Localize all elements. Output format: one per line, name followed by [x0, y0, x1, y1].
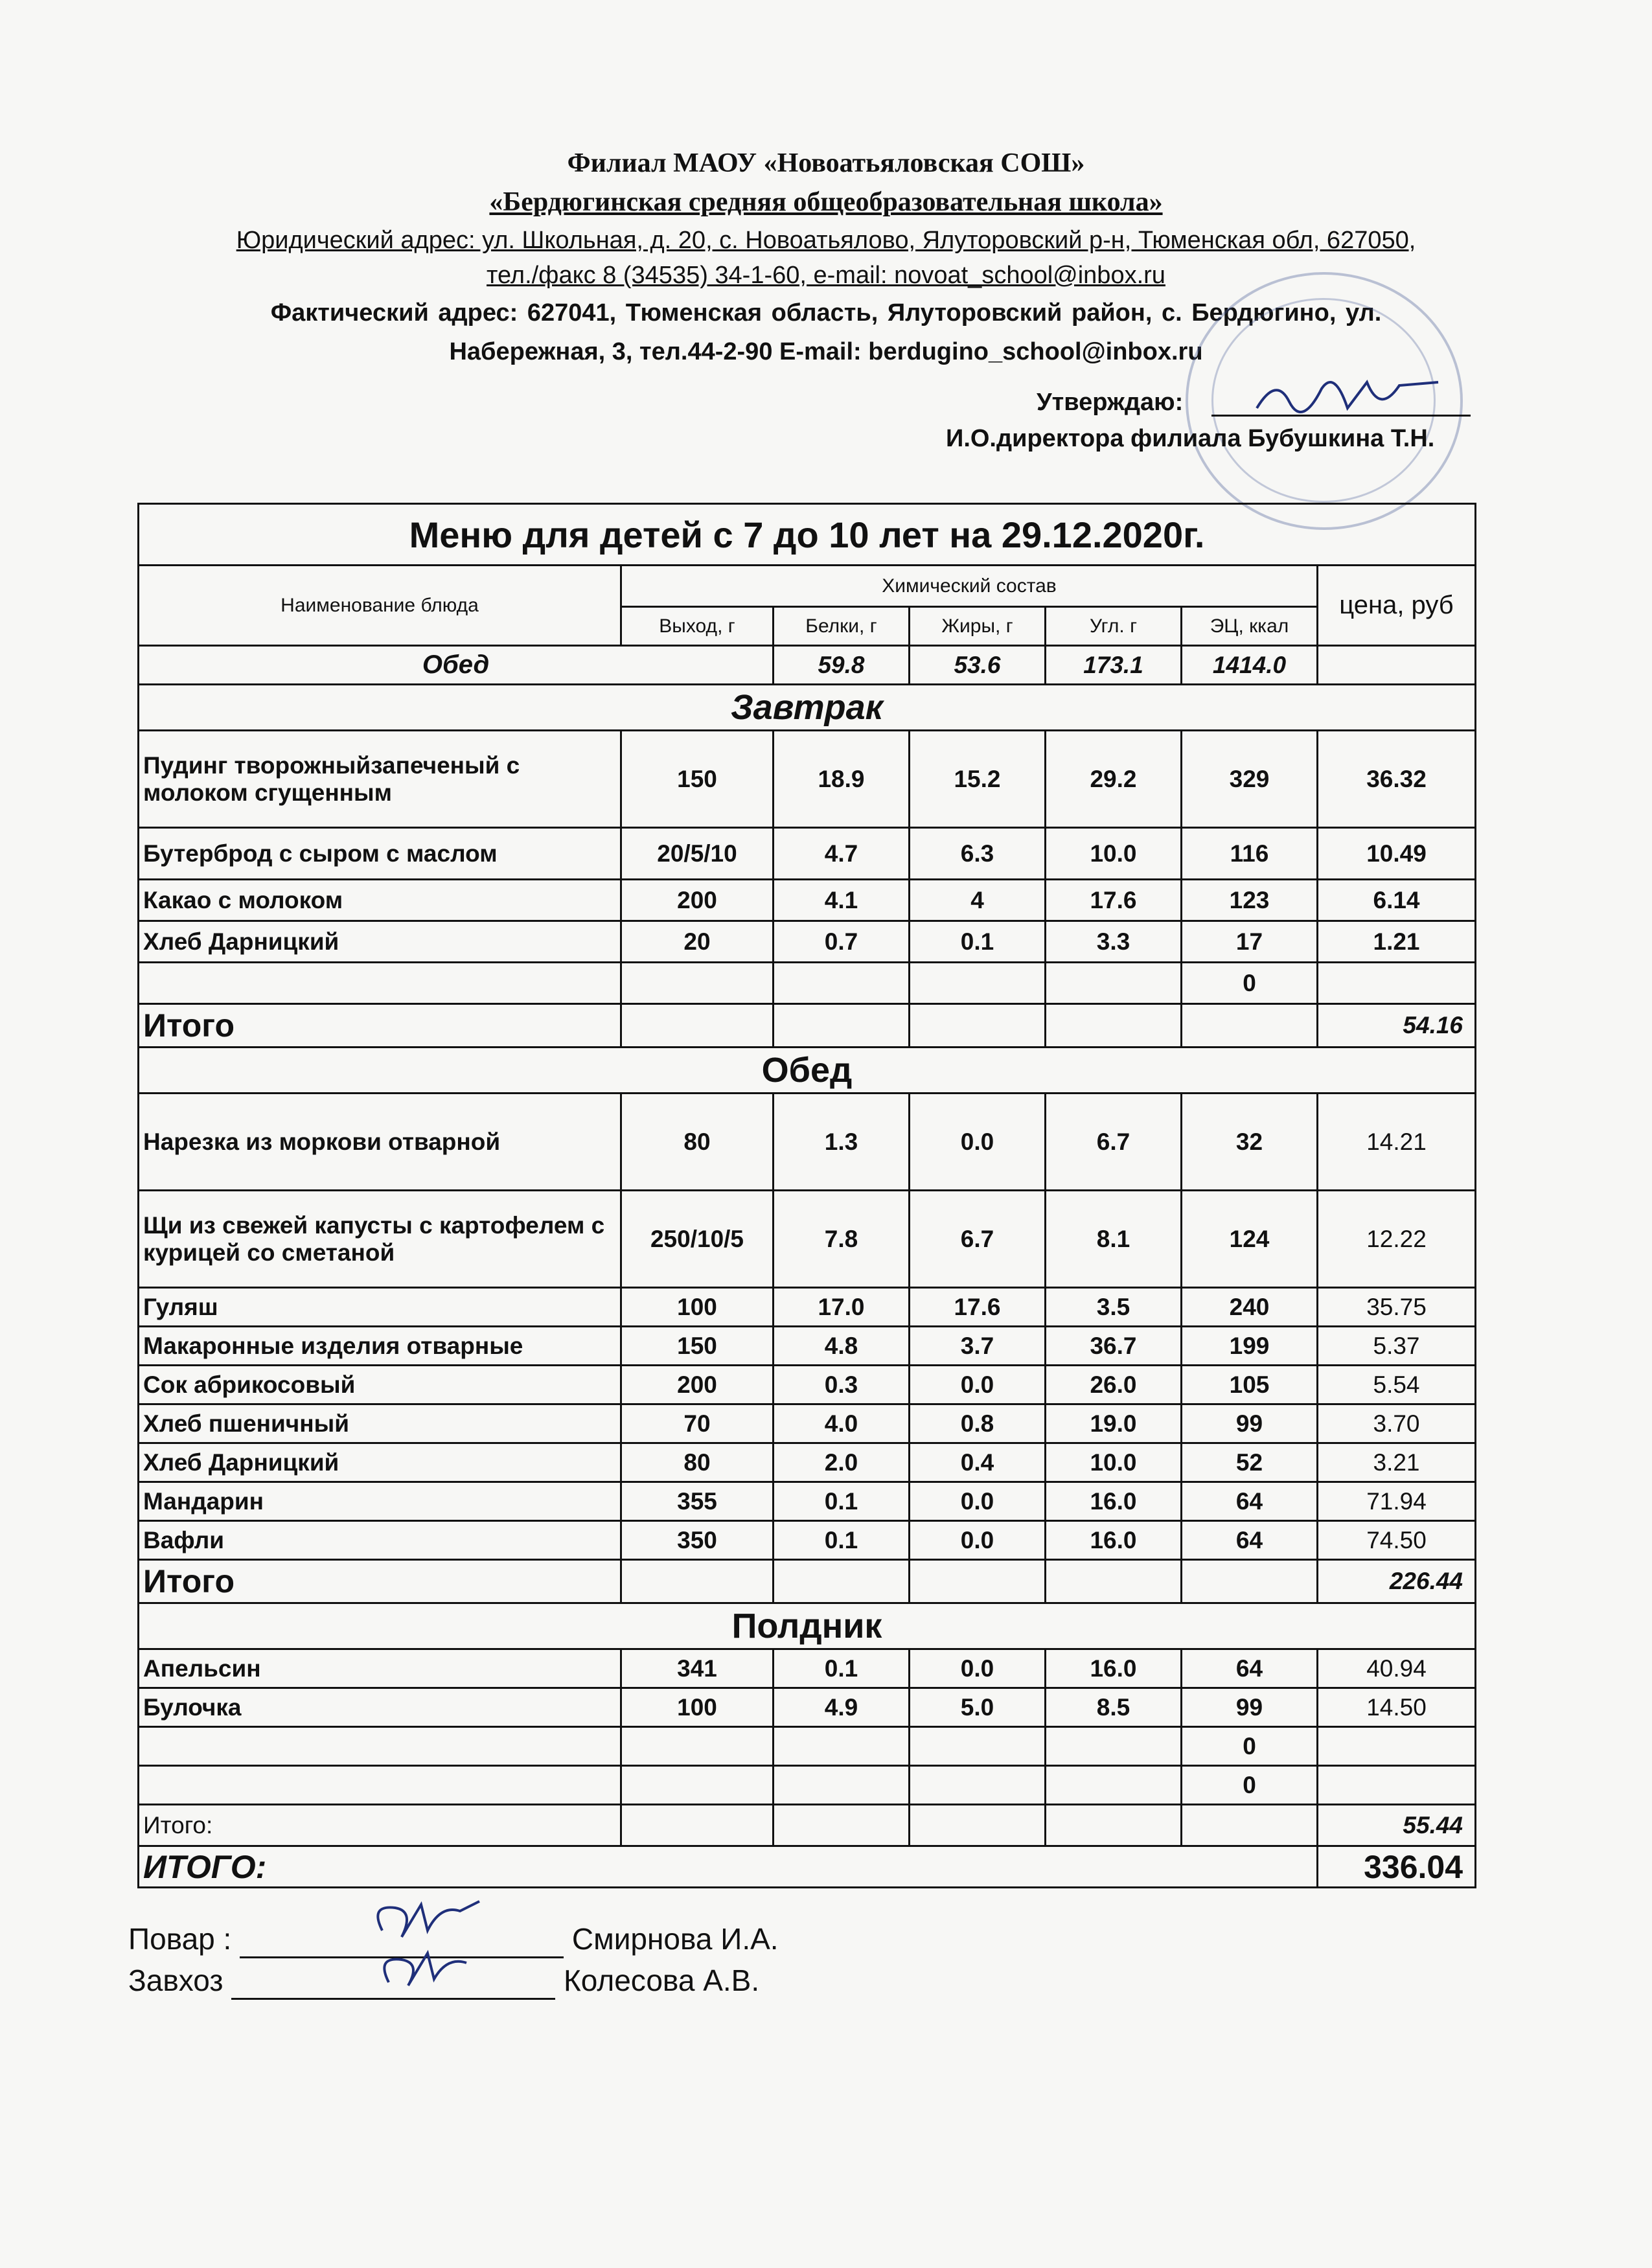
total-value: 54.16	[1318, 1004, 1476, 1048]
dish-out: 100	[621, 1688, 774, 1727]
total-label: Итого	[139, 1560, 621, 1603]
table-row	[139, 921, 1476, 963]
dish-prot: 4.9	[774, 1688, 910, 1727]
school-title: «Бердюгинская средняя общеобразовательная школа»	[489, 187, 1163, 217]
dish-price: 14.21	[1318, 1094, 1476, 1191]
dish-prot: 7.8	[774, 1191, 910, 1288]
dish-name: Хлеб пшеничный	[139, 1404, 621, 1443]
dish-kcal: 0	[1182, 1766, 1318, 1805]
summary-row	[139, 646, 1476, 685]
dish-name: Какао с молоком	[139, 880, 621, 921]
dish-out: 150	[621, 731, 774, 828]
dish-carb: 36.7	[1046, 1327, 1182, 1366]
table-row	[139, 1482, 1476, 1521]
section-snack	[139, 1603, 1476, 1649]
dish-prot: 2.0	[774, 1443, 910, 1482]
dish-fat: 3.7	[910, 1327, 1046, 1366]
breakfast-total-row	[139, 1004, 1476, 1048]
approve-label: Утверждаю:	[1037, 389, 1184, 416]
table-row	[139, 1288, 1476, 1327]
dish-name: Макаронные изделия отварные	[139, 1327, 621, 1366]
actual-contacts: Набережная, 3, тел.44-2-90 E-mail: berdugino_school@inbox.ru	[449, 338, 1203, 365]
dish-name: Хлеб Дарницкий	[139, 1443, 621, 1482]
col-out-header: Выход, г	[621, 607, 774, 646]
dish-price: 6.14	[1318, 880, 1476, 921]
dish-kcal: 240	[1182, 1288, 1318, 1327]
dish-kcal: 52	[1182, 1443, 1318, 1482]
table-row	[139, 828, 1476, 880]
section-lunch	[139, 1048, 1476, 1094]
dish-fat: 6.7	[910, 1191, 1046, 1288]
dish-fat	[910, 1766, 1046, 1805]
dish-prot: 17.0	[774, 1288, 910, 1327]
summary-label: Обед	[139, 646, 774, 685]
grand-total-label: ИТОГО:	[139, 1846, 1318, 1888]
dish-fat: 5.0	[910, 1688, 1046, 1727]
section-title: Завтрак	[139, 685, 1476, 731]
dish-price: 36.32	[1318, 731, 1476, 828]
dish-prot: 4.8	[774, 1327, 910, 1366]
dish-prot: 0.1	[774, 1521, 910, 1560]
grand-total-value: 336.04	[1318, 1846, 1476, 1888]
dish-fat: 0.8	[910, 1404, 1046, 1443]
dish-carb	[1046, 963, 1182, 1004]
dish-carb: 16.0	[1046, 1649, 1182, 1688]
dish-name	[139, 1727, 621, 1766]
col-chem-header: Химический состав	[621, 566, 1318, 607]
snack-total-row	[139, 1805, 1476, 1846]
summary-kcal: 1414.0	[1182, 646, 1318, 685]
dish-out: 80	[621, 1094, 774, 1191]
dish-carb: 16.0	[1046, 1482, 1182, 1521]
dish-fat: 17.6	[910, 1288, 1046, 1327]
dish-carb: 3.3	[1046, 921, 1182, 963]
dish-carb	[1046, 1766, 1182, 1805]
dish-kcal: 123	[1182, 880, 1318, 921]
dish-out: 150	[621, 1327, 774, 1366]
dish-name: Гуляш	[139, 1288, 621, 1327]
dish-name	[139, 1766, 621, 1805]
dish-carb: 10.0	[1046, 1443, 1182, 1482]
dish-price: 71.94	[1318, 1482, 1476, 1521]
dish-name	[139, 963, 621, 1004]
dish-carb: 8.5	[1046, 1688, 1182, 1727]
table-row	[139, 1649, 1476, 1688]
col-prot-header: Белки, г	[774, 607, 910, 646]
dish-price: 1.21	[1318, 921, 1476, 963]
dish-prot	[774, 963, 910, 1004]
dish-kcal: 199	[1182, 1327, 1318, 1366]
dish-carb: 29.2	[1046, 731, 1182, 828]
dish-name: Пудинг творожныйзапеченый с молоком сгущенным	[139, 731, 621, 828]
dish-out: 200	[621, 880, 774, 921]
section-title: Полдник	[139, 1603, 1476, 1649]
dish-out: 341	[621, 1649, 774, 1688]
summary-carb: 173.1	[1046, 646, 1182, 685]
dish-prot	[774, 1727, 910, 1766]
dish-prot: 18.9	[774, 731, 910, 828]
dish-out	[621, 963, 774, 1004]
col-kcal-header: ЭЦ, ккал	[1182, 607, 1318, 646]
dish-carb: 6.7	[1046, 1094, 1182, 1191]
actual-address: Фактический адрес: 627041, Тюменская область, Ялуторовский район, с. Бердюгино, ул.	[270, 299, 1382, 326]
summary-prot: 59.8	[774, 646, 910, 685]
dish-fat: 0.1	[910, 921, 1046, 963]
dish-name: Хлеб Дарницкий	[139, 921, 621, 963]
dish-price: 14.50	[1318, 1688, 1476, 1727]
director-name: И.О.директора филиала Бубушкина Т.Н.	[946, 425, 1435, 452]
legal-address: Юридический адрес: ул. Школьная, д. 20, с. Новоатьялово, Ялуторовский р-н, Тюменская обл, 627050,	[236, 227, 1416, 254]
dish-kcal: 32	[1182, 1094, 1318, 1191]
dish-carb	[1046, 1727, 1182, 1766]
col-price-header: цена, руб	[1318, 566, 1476, 646]
dish-out	[621, 1727, 774, 1766]
dish-kcal: 0	[1182, 963, 1318, 1004]
dish-carb: 17.6	[1046, 880, 1182, 921]
dish-out: 20	[621, 921, 774, 963]
table-row	[139, 731, 1476, 828]
col-carb-header: Угл. г	[1046, 607, 1182, 646]
table-row	[139, 963, 1476, 1004]
table-row	[139, 880, 1476, 921]
dish-kcal: 105	[1182, 1366, 1318, 1404]
dish-kcal: 99	[1182, 1404, 1318, 1443]
dish-out: 350	[621, 1521, 774, 1560]
dish-out: 355	[621, 1482, 774, 1521]
dish-prot: 4.0	[774, 1404, 910, 1443]
dish-name: Вафли	[139, 1521, 621, 1560]
col-fat-header: Жиры, г	[910, 607, 1046, 646]
table-title-row	[139, 504, 1476, 566]
director-signature	[1250, 363, 1445, 434]
dish-price	[1318, 1727, 1476, 1766]
table-row	[139, 1443, 1476, 1482]
legal-contacts: тел./факс 8 (34535) 34-1-60, e-mail: novoat_school@inbox.ru	[487, 262, 1165, 289]
menu-title: Меню для детей с 7 до 10 лет на 29.12.2020г.	[139, 504, 1476, 566]
dish-fat: 4	[910, 880, 1046, 921]
lunch-total-row	[139, 1560, 1476, 1603]
dish-out: 200	[621, 1366, 774, 1404]
total-value: 226.44	[1318, 1560, 1476, 1603]
org-title: Филиал МАОУ «Новоатьяловская СОШ»	[567, 148, 1085, 178]
cook-name: Смирнова И.А.	[571, 1922, 779, 1956]
dish-prot: 4.1	[774, 880, 910, 921]
dish-price: 5.54	[1318, 1366, 1476, 1404]
table-row	[139, 1766, 1476, 1805]
dish-kcal: 64	[1182, 1482, 1318, 1521]
dish-fat: 6.3	[910, 828, 1046, 880]
table-row	[139, 1366, 1476, 1404]
dish-kcal: 0	[1182, 1727, 1318, 1766]
table-row	[139, 1521, 1476, 1560]
dish-kcal: 124	[1182, 1191, 1318, 1288]
dish-price: 5.37	[1318, 1327, 1476, 1366]
dish-kcal: 64	[1182, 1649, 1318, 1688]
summary-price	[1318, 646, 1476, 685]
summary-fat: 53.6	[910, 646, 1046, 685]
grand-total-row	[139, 1846, 1476, 1888]
dish-fat: 0.0	[910, 1094, 1046, 1191]
dish-fat	[910, 963, 1046, 1004]
dish-price: 10.49	[1318, 828, 1476, 880]
dish-name: Бутерброд с сыром с маслом	[139, 828, 621, 880]
dish-prot: 4.7	[774, 828, 910, 880]
dish-out: 70	[621, 1404, 774, 1443]
dish-price	[1318, 1766, 1476, 1805]
dish-price	[1318, 963, 1476, 1004]
section-title: Обед	[139, 1048, 1476, 1094]
dish-price: 35.75	[1318, 1288, 1476, 1327]
keeper-name: Колесова А.В.	[564, 1964, 760, 1997]
total-label: Итого	[139, 1004, 621, 1048]
dish-prot: 0.1	[774, 1482, 910, 1521]
dish-name: Булочка	[139, 1688, 621, 1727]
dish-name: Сок абрикосовый	[139, 1366, 621, 1404]
dish-kcal: 99	[1182, 1688, 1318, 1727]
dish-prot: 0.3	[774, 1366, 910, 1404]
total-value: 55.44	[1318, 1805, 1476, 1846]
dish-out: 20/5/10	[621, 828, 774, 880]
dish-name: Нарезка из моркови отварной	[139, 1094, 621, 1191]
dish-carb: 26.0	[1046, 1366, 1182, 1404]
dish-prot	[774, 1766, 910, 1805]
dish-carb: 10.0	[1046, 828, 1182, 880]
dish-price: 74.50	[1318, 1521, 1476, 1560]
section-breakfast	[139, 685, 1476, 731]
dish-kcal: 116	[1182, 828, 1318, 880]
header-row-1	[139, 566, 1476, 607]
keeper-label: Завхоз	[128, 1964, 224, 1997]
col-name-header: Наименование блюда	[139, 566, 621, 646]
dish-fat: 15.2	[910, 731, 1046, 828]
dish-prot: 1.3	[774, 1094, 910, 1191]
cook-label: Повар :	[128, 1922, 232, 1956]
dish-name: Апельсин	[139, 1649, 621, 1688]
table-row	[139, 1094, 1476, 1191]
dish-out	[621, 1766, 774, 1805]
dish-fat: 0.0	[910, 1649, 1046, 1688]
dish-carb: 19.0	[1046, 1404, 1182, 1443]
dish-carb: 8.1	[1046, 1191, 1182, 1288]
total-label: Итого:	[139, 1805, 621, 1846]
dish-price: 3.70	[1318, 1404, 1476, 1443]
dish-out: 250/10/5	[621, 1191, 774, 1288]
handwritten-signatures	[363, 1892, 492, 2002]
table-row	[139, 1727, 1476, 1766]
dish-fat	[910, 1727, 1046, 1766]
dish-carb: 16.0	[1046, 1521, 1182, 1560]
dish-out: 100	[621, 1288, 774, 1327]
dish-name: Щи из свежей капусты с картофелем с курицей со сметаной	[139, 1191, 621, 1288]
dish-kcal: 17	[1182, 921, 1318, 963]
dish-kcal: 64	[1182, 1521, 1318, 1560]
dish-out: 80	[621, 1443, 774, 1482]
menu-table	[137, 503, 1476, 1888]
dish-carb: 3.5	[1046, 1288, 1182, 1327]
table-row	[139, 1404, 1476, 1443]
dish-kcal: 329	[1182, 731, 1318, 828]
dish-prot: 0.1	[774, 1649, 910, 1688]
dish-price: 3.21	[1318, 1443, 1476, 1482]
dish-prot: 0.7	[774, 921, 910, 963]
dish-fat: 0.0	[910, 1482, 1046, 1521]
table-row	[139, 1191, 1476, 1288]
table-row	[139, 1327, 1476, 1366]
dish-fat: 0.0	[910, 1521, 1046, 1560]
dish-price: 40.94	[1318, 1649, 1476, 1688]
table-row	[139, 1688, 1476, 1727]
dish-fat: 0.0	[910, 1366, 1046, 1404]
dish-fat: 0.4	[910, 1443, 1046, 1482]
dish-name: Мандарин	[139, 1482, 621, 1521]
dish-price: 12.22	[1318, 1191, 1476, 1288]
